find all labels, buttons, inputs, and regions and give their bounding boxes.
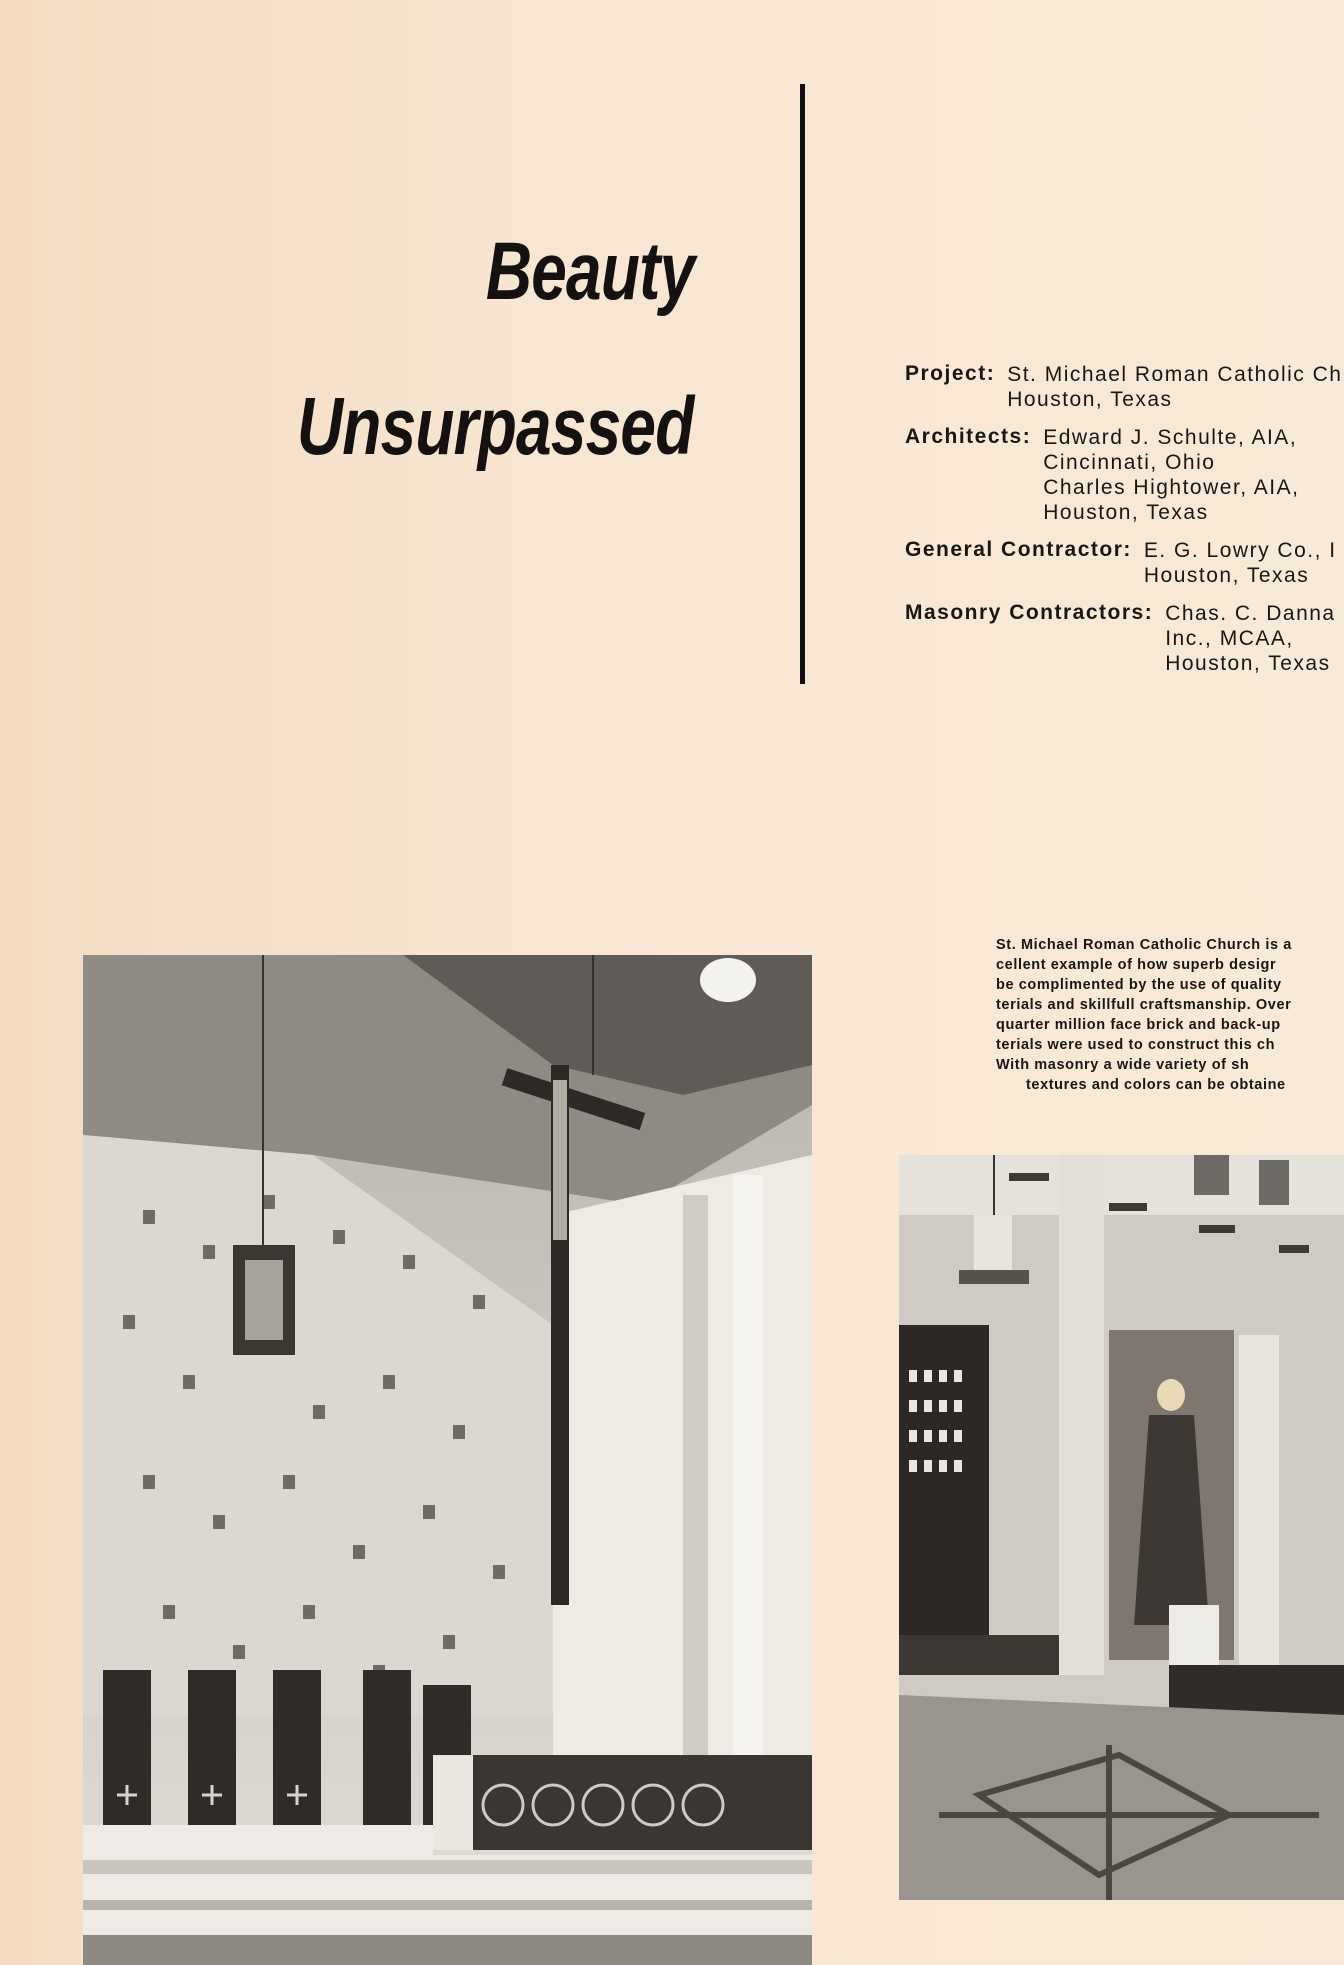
credit-general-contractor [905, 538, 1342, 588]
credit-value: Houston, Texas [1043, 501, 1209, 524]
title-line-1: Beauty [485, 226, 694, 317]
caption-line: terials were used to construct this ch [996, 1037, 1276, 1053]
credit-value: Inc., MCAA, [1165, 627, 1294, 650]
credit-label: General Contractor: [905, 538, 1132, 561]
photo-caption [996, 935, 1344, 1095]
nave-photo-image [899, 1155, 1344, 1900]
caption-line: terials and skillfull craftsmanship. Over [996, 997, 1292, 1013]
credit-project [905, 362, 1342, 412]
caption-line: be complimented by the use of quality [996, 977, 1282, 993]
credit-label: Architects: [905, 425, 1032, 448]
caption-line: quarter million face brick and back-up [996, 1017, 1281, 1033]
credit-value: St. Michael Roman Catholic Ch [1007, 363, 1343, 386]
caption-line: St. Michael Roman Catholic Church is a [996, 937, 1292, 953]
credit-value: Chas. C. Danna [1165, 602, 1336, 625]
credit-masonry-contractors [905, 601, 1342, 676]
caption-line: cellent example of how superb desigr [996, 957, 1277, 973]
caption-line: textures and colors can be obtaine [1026, 1077, 1286, 1093]
title-line-2: Unsurpassed [297, 381, 694, 472]
altar-photo [83, 955, 812, 1965]
project-credits [905, 362, 1342, 689]
credit-value: Charles Hightower, AIA, [1043, 476, 1300, 499]
nave-photo [899, 1155, 1344, 1900]
credit-value: Houston, Texas [1007, 388, 1173, 411]
credit-label: Masonry Contractors: [905, 601, 1154, 624]
credit-value: E. G. Lowry Co., I [1143, 539, 1337, 562]
altar-photo-image [83, 955, 812, 1965]
credit-architects [905, 425, 1342, 525]
credit-value: Edward J. Schulte, AIA, [1043, 426, 1298, 449]
caption-line: With masonry a wide variety of sh [996, 1057, 1250, 1073]
vertical-divider [800, 84, 805, 684]
credit-value: Houston, Texas [1165, 652, 1331, 675]
credit-value: Houston, Texas [1143, 564, 1310, 587]
credit-label: Project: [905, 362, 996, 385]
credit-value: Cincinnati, Ohio [1043, 451, 1216, 474]
